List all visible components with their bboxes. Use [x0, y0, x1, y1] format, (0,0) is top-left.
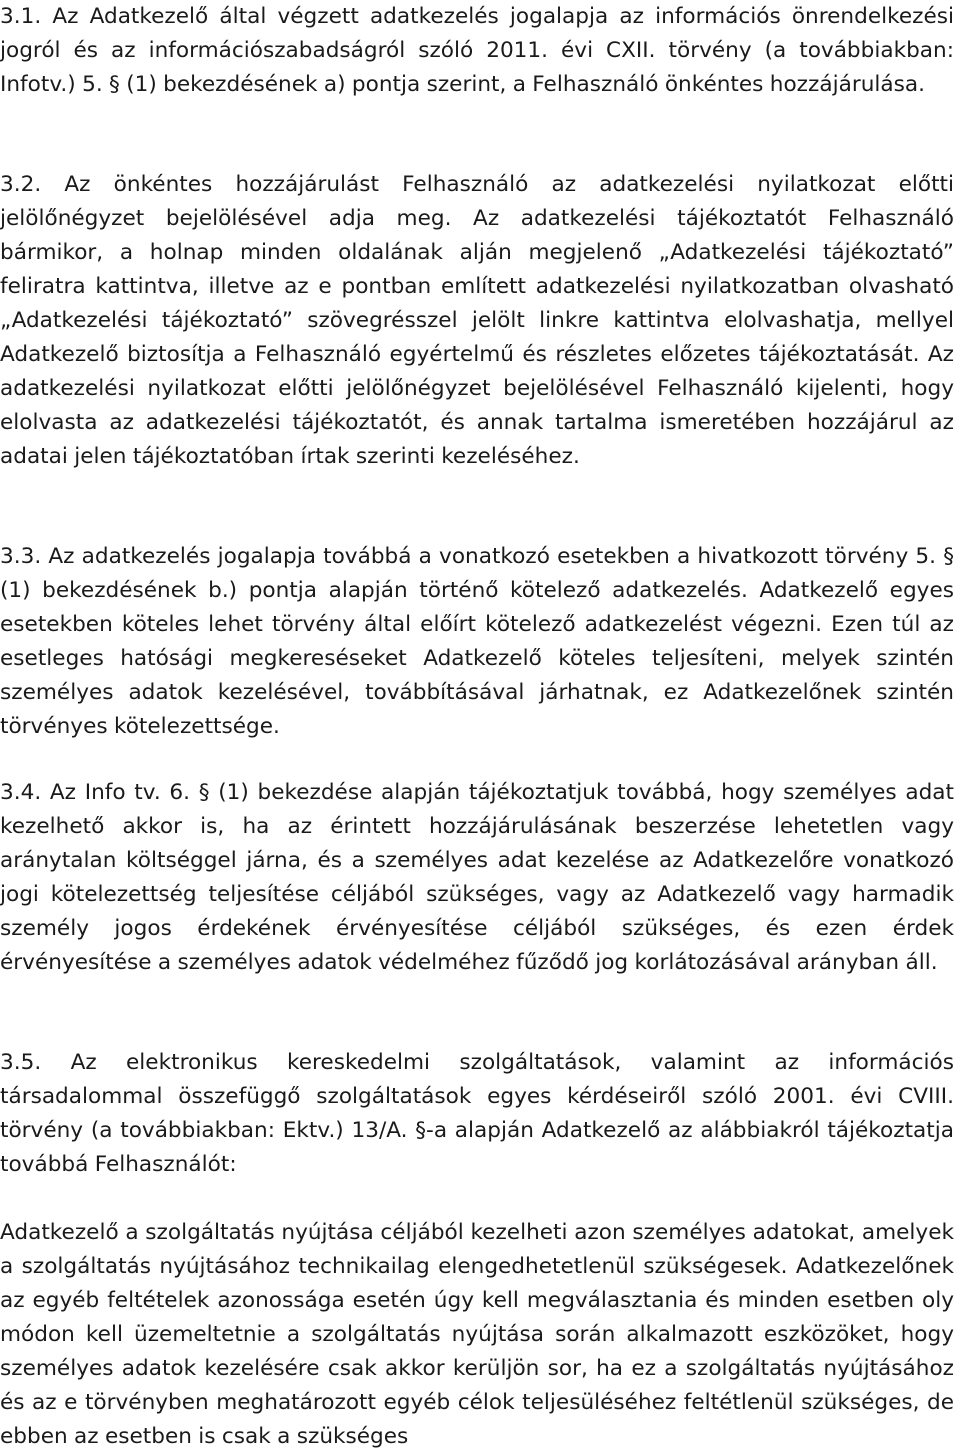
- paragraph-3-5: 3.5. Az elektronikus kereskedelmi szolgáltatások, valamint az információs társadalommal összefüggő szolgáltatások egyes kérdéseiről szóló 2001. évi CVIII. törvény (a továbbiakban: Ektv.) 13/A. §-a alapján Adatkezelő az alábbiakról tájékoztatja továbbá Felhasználót:: [0, 1050, 954, 1177]
- paragraph-3-2: 3.2. Az önkéntes hozzájárulást Felhasználó az adatkezelési nyilatkozat előtti jelölőnégyzet bejelölésével adja meg. Az adatkezelési tájékoztatót Felhasználó bármikor, a holnap minden oldalának alján megjelenő „Adatkezelési tájékoztató” feliratra kattintva, illetve az e pontban említett adatkezelési nyilatkozatban olvasható „Adatkezelési tájékoztató” szövegrésszel jelölt linkre kattintva elolvashatja, mellyel Adatkezelő biztosítja a Felhasználó egyértelmű és részletes előzetes tájékoztatását. Az adatkezelési nyilatkozat előtti jelölőnégyzet bejelölésével Felhasználó kijelenti, hogy elolvasta az adatkezelési tájékoztatót, és annak tartalma ismeretében hozzájárul az adatai jelen tájékoztatóban írtak szerinti kezeléséhez.: [0, 172, 954, 469]
- paragraph-3-4: 3.4. Az Info tv. 6. § (1) bekezdése alapján tájékoztatjuk továbbá, hogy személyes adat kezelhető akkor is, ha az érintett hozzájárulásának beszerzése lehetetlen vagy aránytalan költséggel járna, és a személyes adat kezelése az Adatkezelőre vonatkozó jogi kötelezettség teljesítése céljából szükséges, vagy az Adatkezelő vagy harmadik személy jogos érdekének érvényesítése céljából szükséges, és ezen érdek érvényesítése a személyes adatok védelméhez fűződő jog korlátozásával arányban áll.: [0, 780, 954, 975]
- paragraph-3-1: 3.1. Az Adatkezelő által végzett adatkezelés jogalapja az információs önrendelkezési jogról és az információszabadságról szóló 2011. évi CXII. törvény (a továbbiakban: Infotv.) 5. § (1) bekezdésének a) pontja szerint, a Felhasználó önkéntes hozzájárulása.: [0, 4, 954, 97]
- paragraph-3-3: 3.3. Az adatkezelés jogalapja továbbá a vonatkozó esetekben a hivatkozott törvény 5. § (1) bekezdésének b.) pontja alapján történő kötelező adatkezelés. Adatkezelő egyes esetekben köteles lehet törvény által előírt kötelező adatkezelést végezni. Ezen túl az esetleges hatósági megkereséseket Adatkezelő köteles teljesíteni, melyek szintén személyes adatok kezelésével, továbbításával járhatnak, ez Adatkezelőnek szintén törvényes kötelezettsége.: [0, 544, 954, 739]
- paragraph-3-5-body: Adatkezelő a szolgáltatás nyújtása céljából kezelheti azon személyes adatokat, amelyek a szolgáltatás nyújtásához technikailag elengedhetetlenül szükségesek. Adatkezelőnek az egyéb feltételek azonossága esetén úgy kell megválasztania és minden esetben oly módon kell üzemeltetnie a szolgáltatás nyújtása során alkalmazott eszközöket, hogy személyes adatok kezelésére csak akkor kerüljön sor, ha ez a szolgáltatás nyújtásához és az e törvényben meghatározott egyéb célok teljesüléséhez feltétlenül szükséges, de ebben az esetben is csak a szükséges: [0, 1220, 954, 1449]
